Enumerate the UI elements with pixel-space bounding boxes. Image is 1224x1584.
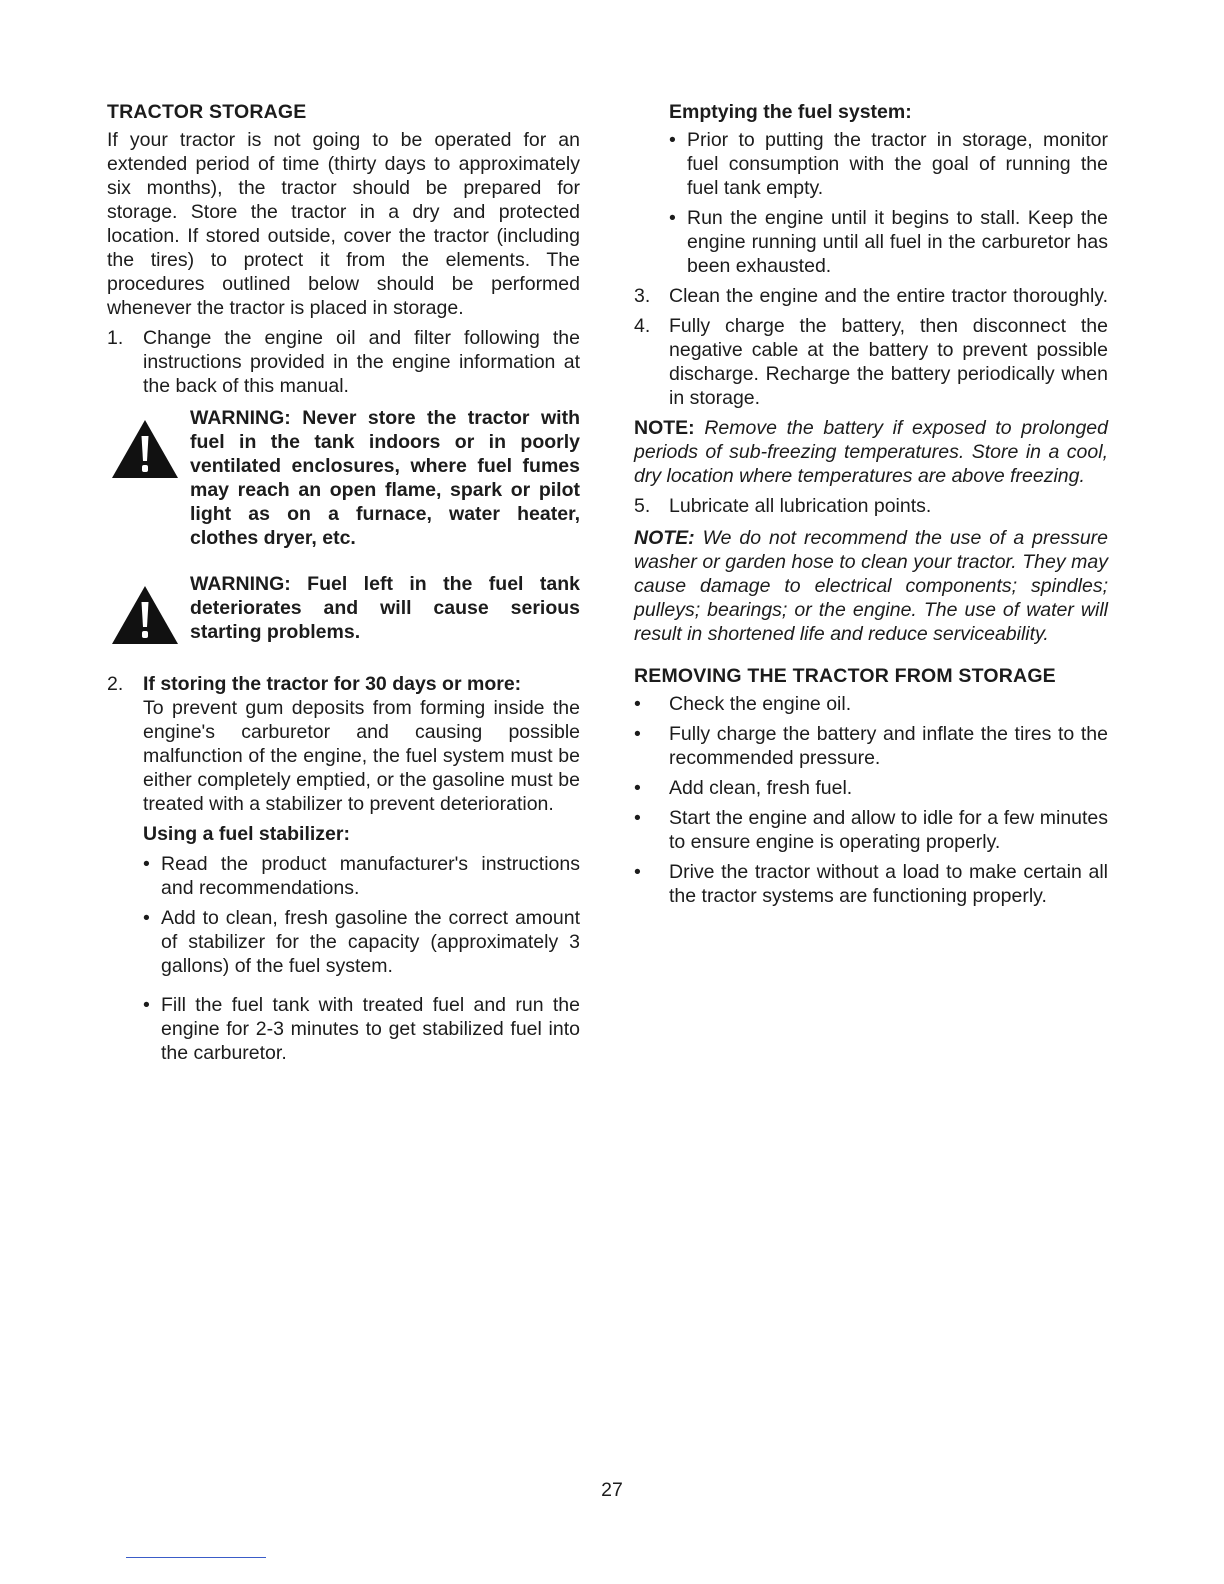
list-item: • Run the engine until it begins to stall. Keep the engine running until all fuel in the carburetor has been exhausted.	[669, 207, 1108, 277]
stabilizer-item-3: Fill the fuel tank with treated fuel and run the engine for 2-3 minutes to get stabilized fuel into the carburetor.	[161, 994, 580, 1064]
emptying-item-1: Prior to putting the tractor in storage, monitor fuel consumption with the goal of running the fuel tank empty.	[687, 129, 1108, 199]
list-item: • Add to clean, fresh gasoline the correct amount of stabilizer for the capacity (approximately 3 gallons) of the fuel system.	[143, 907, 580, 977]
storage-intro: If your tractor is not going to be operated for an extended period of time (thirty days to approximately six months), the tractor should be prepared for storage. Store the tractor in a dry and protected location. If stored outside, cover the tractor (including the tires) to protect it from the elements. The procedures outlined below should be performed whenever the tractor is placed in storage.	[107, 129, 580, 319]
removing-item-3: Add clean, fresh fuel.	[669, 777, 853, 799]
removing-item-2: Fully charge the battery and inflate the tires to the recommended pressure.	[669, 723, 1108, 769]
removing-item-5: Drive the tractor without a load to make certain all the tractor systems are functioning properly.	[669, 861, 1108, 907]
step-3-number: 3.	[634, 285, 651, 307]
left-column	[107, 100, 580, 1065]
footer-link-underline	[126, 1557, 266, 1558]
note-battery	[634, 416, 1108, 488]
stabilizer-item-2: Add to clean, fresh gasoline the correct amount of stabilizer for the capacity (approximately 3 gallons) of the fuel system.	[161, 907, 580, 977]
step-1	[107, 326, 580, 398]
emptying-section	[634, 100, 1108, 278]
step-5	[634, 494, 1108, 518]
step-2-number: 2.	[107, 673, 124, 695]
stabilizer-title: Using a fuel stabilizer:	[143, 823, 350, 845]
list-item: • Read the product manufacturer's instructions and recommendations.	[143, 853, 580, 899]
step-1-number: 1.	[107, 327, 124, 349]
list-item: • Start the engine and allow to idle for a few minutes to ensure engine is operating properly.	[634, 807, 1108, 853]
list-item: • Fully charge the battery and inflate the tires to the recommended pressure.	[634, 723, 1108, 769]
list-item: • Fill the fuel tank with treated fuel and run the engine for 2-3 minutes to get stabilized fuel into the carburetor.	[143, 994, 580, 1064]
note-1-label: NOTE:	[634, 417, 695, 439]
stabilizer-item-1: Read the product manufacturer's instructions and recommendations.	[161, 853, 580, 899]
step-4-number: 4.	[634, 315, 651, 337]
warning-2-text: WARNING: Fuel left in the fuel tank deteriorates and will cause serious starting problems.	[190, 573, 580, 643]
note-2-text: We do not recommend the use of a pressure washer or garden hose to clean your tractor. They may cause damage to electrical components; spindles; pulleys; bearings; or the engine. The use of water will result in shortened life and reduce serviceability.	[634, 527, 1108, 645]
page-number: 27	[601, 1479, 623, 1501]
note-pressure-washer	[634, 526, 1108, 646]
note-2-label: NOTE:	[634, 527, 695, 549]
emptying-title: Emptying the fuel system:	[669, 101, 912, 123]
step-5-text: Lubricate all lubrication points.	[669, 495, 932, 517]
warning-triangle-icon	[110, 584, 180, 646]
list-item: • Drive the tractor without a load to make certain all the tractor systems are functioning properly.	[634, 861, 1108, 907]
list-item: • Add clean, fresh fuel.	[634, 776, 1108, 800]
warning-triangle-icon	[110, 418, 180, 480]
right-column	[634, 100, 1108, 908]
step-1-text: Change the engine oil and filter following the instructions provided in the engine information at the back of this manual.	[143, 327, 580, 397]
step-3-text: Clean the engine and the entire tractor thoroughly.	[669, 285, 1108, 307]
warning-indoor-storage	[107, 406, 580, 550]
step-2	[107, 672, 580, 1065]
tractor-storage-heading: TRACTOR STORAGE	[107, 101, 307, 123]
removing-item-1: Check the engine oil.	[669, 693, 852, 715]
step-4	[634, 314, 1108, 410]
step-5-number: 5.	[634, 495, 651, 517]
list-item: • Prior to putting the tractor in storage, monitor fuel consumption with the goal of running the fuel tank empty.	[669, 129, 1108, 199]
step-2-title: If storing the tractor for 30 days or more:	[143, 673, 522, 695]
removing-item-4: Start the engine and allow to idle for a few minutes to ensure engine is operating properly.	[669, 807, 1108, 853]
note-1-text: Remove the battery if exposed to prolonged periods of sub-freezing temperatures. Store in a cool, dry location where temperatures are above freezing.	[634, 417, 1108, 487]
step-2-body: To prevent gum deposits from forming inside the engine's carburetor and causing possible malfunction of the engine, the fuel system must be either completely emptied, or the gasoline must be treated with a stabilizer to prevent deterioration.	[143, 697, 580, 815]
removing-heading: REMOVING THE TRACTOR FROM STORAGE	[634, 665, 1056, 687]
list-item: • Check the engine oil.	[634, 692, 1108, 716]
warning-1-text: WARNING: Never store the tractor with fuel in the tank indoors or in poorly ventilated enclosures, where fuel fumes may reach an open flame, spark or pilot light as on a furnace, water heater, clothes dryer, etc.	[190, 407, 580, 549]
step-4-text: Fully charge the battery, then disconnect the negative cable at the battery to prevent possible discharge. Recharge the battery periodically when in storage.	[669, 315, 1108, 409]
step-3	[634, 284, 1108, 308]
warning-fuel-deterioration	[107, 572, 580, 644]
emptying-item-2: Run the engine until it begins to stall. Keep the engine running until all fuel in the carburetor has been exhausted.	[687, 207, 1108, 277]
